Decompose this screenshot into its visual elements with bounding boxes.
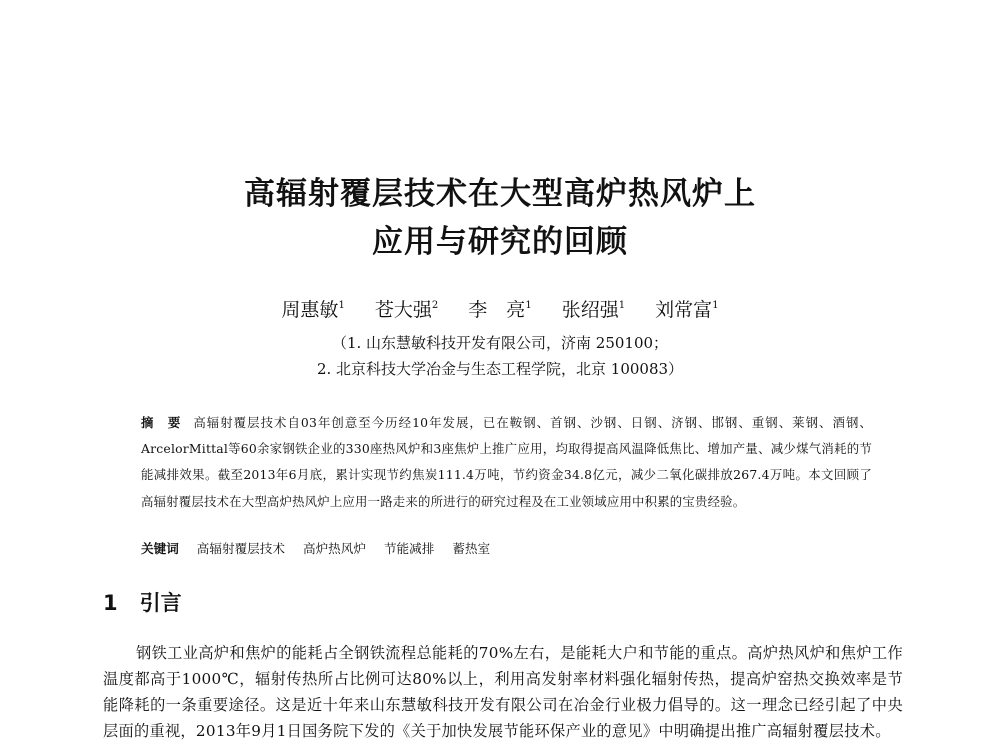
body-paragraph: 钢铁工业高炉和焦炉的能耗占全钢铁流程总能耗的70%左右，是能耗大户和节能的重点。高炉热风炉和焦炉工作温度都高于1000℃，辐射传热所占比例可达80%以上，利用高发射率材料强化辐射传热，提高炉窑热交换效率是节能降耗的一条重要途径。这是近十年来山东慧敏科技开发有限公司在冶金行业极力倡导的。这一理念已经引起了中央层面的重视，2013年9月1日国务院下发的《关于加快发展节能环保产业的意见》中明确提出推广高辐射覆层技术。	[103, 644, 903, 740]
author-name: 李 亮	[468, 299, 526, 321]
author-affil-mark: 1	[338, 300, 345, 311]
section-title: 引言	[139, 591, 182, 615]
author-affil-mark: 1	[525, 300, 532, 311]
author-list	[0, 296, 1000, 324]
author-name: 张绍强	[561, 299, 619, 321]
author-affil-mark: 2	[431, 300, 439, 311]
affiliation-1: （1. 山东慧敏科技开发有限公司，济南 250100；	[331, 334, 669, 352]
author	[281, 299, 344, 321]
keyword: 节能减排	[383, 541, 435, 556]
author-name: 苍大强	[374, 299, 432, 321]
section-heading	[103, 588, 182, 618]
abstract-text: 高辐射覆层技术自03年创意至今历经10年发展，已在鞍钢、首钢、沙钢、日钢、济钢、邯钢、重钢、莱钢、酒钢、ArcelorMittal等60余家钢铁企业的330座热风炉和3座焦炉上推广应用，均取得提高风温降低焦比、增加产量、减少煤气消耗的节能减排效果。截至2013年6月底，累计实现节约焦炭111.4万吨，节约资金34.8亿元，减少二氧化碳排放267.4万吨。本文回顾了高辐射覆层技术在大型高炉热风炉上应用一路走来的所进行的研究过程及在工业领域应用中积累的宝贵经验。	[141, 415, 872, 509]
keywords	[141, 536, 872, 562]
author-affil-mark: 1	[618, 300, 626, 311]
author	[562, 299, 625, 321]
author-name: 刘常富	[655, 299, 713, 321]
section-number: 1	[103, 591, 118, 615]
affiliation-2: 2. 北京科技大学冶金与生态工程学院，北京 100083）	[316, 360, 684, 378]
title-line-2: 应用与研究的回顾	[372, 224, 628, 260]
author-affil-mark: 1	[712, 300, 719, 311]
author	[655, 299, 718, 321]
author	[468, 299, 531, 321]
keyword: 高辐射覆层技术	[196, 541, 285, 556]
abstract-label: 摘 要	[141, 415, 182, 430]
title-line-1: 高辐射覆层技术在大型高炉热风炉上	[244, 176, 756, 212]
keywords-label: 关键词	[141, 541, 179, 556]
keyword: 蓄热室	[452, 541, 491, 556]
abstract	[141, 410, 872, 515]
author	[375, 299, 438, 321]
keyword: 高炉热风炉	[302, 541, 366, 556]
author-name: 周惠敏	[281, 299, 339, 321]
